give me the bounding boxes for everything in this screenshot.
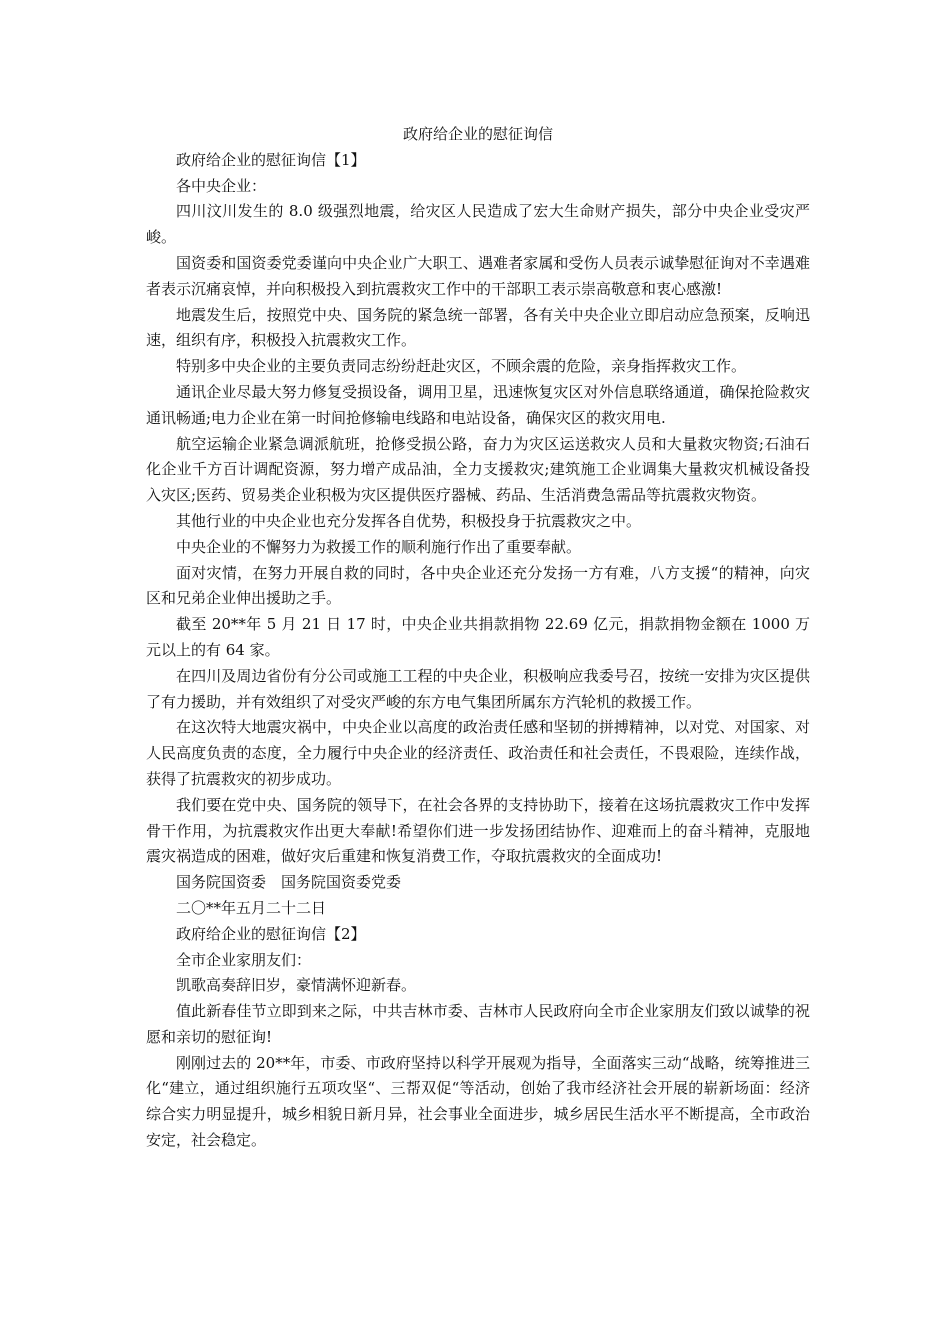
date-line: 二〇**年五月二十二日 bbox=[176, 898, 327, 917]
paragraph: 中央企业的不懈努力为救援工作的顺利施行作出了重要奉献。 bbox=[176, 537, 582, 556]
paragraph: 国资委和国资委党委谨向中央企业广大职工、遇难者家属和受伤人员表示诚挚慰征询对不幸遇难者表示沉痛哀悼，并向积极投入到抗震救灾工作中的干部职工表示崇高敬意和衷心感激! bbox=[146, 253, 810, 298]
paragraph: 其他行业的中央企业也充分发挥各自优势，积极投身于抗震救灾之中。 bbox=[176, 511, 642, 530]
section-heading-2: 政府给企业的慰征询信【2】 bbox=[176, 924, 366, 943]
signature: 国务院国资委 国务院国资委党委 bbox=[176, 873, 402, 892]
paragraph: 在四川及周边省份有分公司或施工工程的中央企业，积极响应我委号召，按统一安排为灾区提供了有力援助，并有效组织了对受灾严峻的东方电气集团所属东方汽轮机的救援工作。 bbox=[146, 666, 810, 711]
paragraph: 刚刚过去的 20**年，市委、市政府坚持以科学开展观为指导，全面落实三动“战略，统筹推进三化“建立，通过组织施行五项攻坚“、三帮双促“等活动，创始了我市经济社会开展的崭新场面：经济综合实力明显提升，城乡相貌日新月异，社会事业全面进步，城乡居民生活水平不断提高，全市政治安定，社会稳定。 bbox=[146, 1053, 810, 1150]
paragraph: 我们要在党中央、国务院的领导下，在社会各界的支持协助下，接着在这场抗震救灾工作中发挥骨干作用，为抗震救灾作出更大奉献!希望你们进一步发扬团结协作、迎难而上的奋斗精神，克服地震灾祸造成的困难，做好灾后重建和恢复消费工作，夺取抗震救灾的全面成功! bbox=[146, 795, 810, 866]
paragraph: 值此新春佳节立即到来之际，中共吉林市委、吉林市人民政府向全市企业家朋友们致以诚挚的祝愿和亲切的慰征询! bbox=[146, 1002, 810, 1046]
section-heading-1: 政府给企业的慰征询信【1】 bbox=[176, 150, 366, 169]
paragraph: 特别多中央企业的主要负责同志纷纷赶赴灾区，不顾余震的危险，亲身指挥救灾工作。 bbox=[176, 357, 747, 376]
paragraph: 凯歌高奏辞旧岁，豪情满怀迎新春。 bbox=[176, 976, 417, 995]
paragraph: 截至 20**年 5 月 21 日 17 时，中央企业共捐款捐物 22.69 亿元，捐款捐物金额在 1000 万元以上的有 64 家。 bbox=[146, 615, 810, 659]
paragraph: 在这次特大地震灾祸中，中央企业以高度的政治责任感和坚韧的拼搏精神，以对党、对国家、对人民高度负责的态度，全力履行中央企业的经济责任、政治责任和社会责任，不畏艰险，连续作战，获得了抗震救灾的初步成功。 bbox=[146, 718, 810, 788]
document-title: 政府给企业的慰征询信 bbox=[402, 125, 553, 143]
paragraph: 面对灾情，在努力开展自救的同时，各中央企业还充分发扬一方有难，八方支援“的精神，向灾区和兄弟企业伸出援助之手。 bbox=[146, 563, 810, 608]
salutation-2: 全市企业家朋友们： bbox=[176, 950, 312, 969]
paragraph: 四川汶川发生的 8.0 级强烈地震，给灾区人民造成了宏大生命财产损失，部分中央企业受灾严峻。 bbox=[146, 202, 810, 247]
document-page bbox=[146, 122, 810, 1154]
salutation-1: 各中央企业： bbox=[176, 176, 267, 195]
paragraph: 通讯企业尽最大努力修复受损设备，调用卫星，迅速恢复灾区对外信息联络通道，确保抢险救灾通讯畅通;电力企业在第一时间抢修输电线路和电站设备，确保灾区的救灾用电. bbox=[146, 382, 810, 427]
paragraph: 航空运输企业紧急调派航班，抢修受损公路，奋力为灾区运送救灾人员和大量救灾物资;石油石化企业千方百计调配资源，努力增产成品油，全力支援救灾;建筑施工企业调集大量救灾机械设备投入灾区;医药、贸易类企业积极为灾区提供医疗器械、药品、生活消费急需品等抗震救灾物资。 bbox=[146, 434, 810, 505]
paragraph: 地震发生后，按照党中央、国务院的紧急统一部署，各有关中央企业立即启动应急预案，反响迅速，组织有序，积极投入抗震救灾工作。 bbox=[146, 305, 810, 350]
